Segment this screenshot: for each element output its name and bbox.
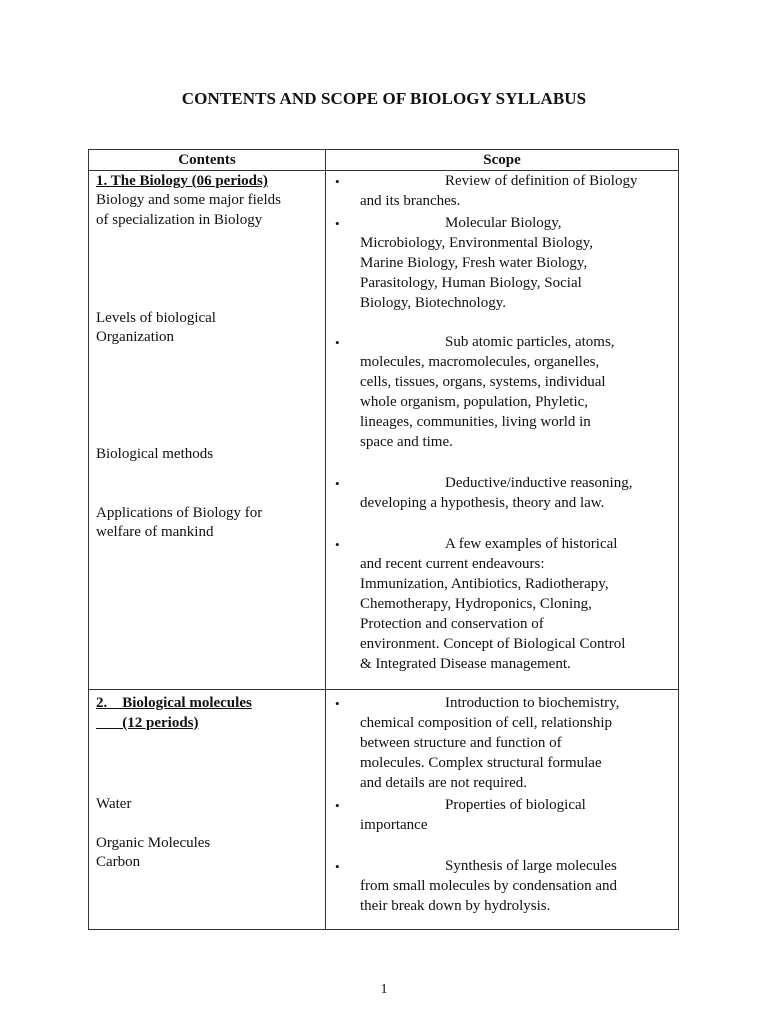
topic-applications-line-2: welfare of mankind (96, 524, 214, 540)
bullet: • (335, 798, 340, 813)
scope-1-5-line: A few examples of historical (445, 536, 618, 552)
scope-1-5-line: Chemotherapy, Hydroponics, Cloning, (360, 596, 592, 612)
topic-fields-line-1: Biology and some major fields (96, 192, 281, 208)
scope-1-2-line: Marine Biology, Fresh water Biology, (360, 255, 588, 271)
bullet: • (335, 476, 340, 491)
scope-1-3-line: lineages, communities, living world in (360, 414, 591, 430)
header-scope: Scope (483, 152, 521, 168)
scope-1-3-line: whole organism, population, Phyletic, (360, 394, 589, 410)
scope-2-3-line: their break down by hydrolysis. (360, 898, 551, 914)
scope-2-1-line: and details are not required. (360, 775, 528, 791)
scope-1-2-line: Microbiology, Environmental Biology, (360, 235, 594, 251)
scope-1-5-line: Protection and conservation of (360, 616, 544, 632)
scope-1-5-line: & Integrated Disease management. (360, 656, 571, 672)
scope-2-1-line: Introduction to biochemistry, (445, 695, 620, 711)
scope-2-2-line: importance (360, 817, 428, 833)
scope-2-3-line: from small molecules by condensation and (360, 878, 618, 894)
bullet: • (335, 696, 340, 711)
page-number: 1 (380, 982, 388, 997)
section-1-heading: 1. The Biology (06 periods) (96, 173, 268, 189)
scope-2-3-line: Synthesis of large molecules (445, 858, 617, 874)
topic-levels-line-1: Levels of biological (96, 310, 216, 326)
bullet: • (335, 216, 340, 231)
topic-methods: Biological methods (96, 446, 214, 462)
section-2-periods: (12 periods) (96, 715, 199, 731)
topic-applications-line-1: Applications of Biology for (96, 505, 263, 521)
scope-2-1-line: between structure and function of (360, 735, 562, 751)
scope-1-4-line: Deductive/inductive reasoning, (445, 475, 633, 491)
header-divider (89, 170, 678, 171)
scope-1-5-line: environment. Concept of Biological Control (360, 636, 626, 652)
column-divider (325, 150, 326, 929)
scope-1-5-line: Immunization, Antibiotics, Radiotherapy, (360, 576, 609, 592)
page-title: CONTENTS AND SCOPE OF BIOLOGY SYLLABUS (181, 89, 587, 108)
bullet: • (335, 335, 340, 350)
scope-1-2-line: Parasitology, Human Biology, Social (360, 275, 582, 291)
scope-1-1-line: and its branches. (360, 193, 461, 209)
scope-1-3-line: molecules, macromolecules, organelles, (360, 354, 600, 370)
scope-1-1-line: Review of definition of Biology (445, 173, 638, 189)
bullet: • (335, 859, 340, 874)
row-divider (89, 689, 678, 690)
bullet: • (335, 174, 340, 189)
topic-water: Water (96, 796, 132, 812)
scope-2-1-line: molecules. Complex structural formulae (360, 755, 602, 771)
topic-levels-line-2: Organization (96, 329, 175, 345)
topic-fields-line-2: of specialization in Biology (96, 212, 263, 228)
scope-2-2-line: Properties of biological (445, 797, 586, 813)
topic-organic-molecules: Organic Molecules (96, 835, 211, 851)
scope-1-5-line: and recent current endeavours: (360, 556, 545, 572)
bullet: • (335, 537, 340, 552)
scope-1-2-line: Biology, Biotechnology. (360, 295, 506, 311)
scope-1-3-line: Sub atomic particles, atoms, (445, 334, 615, 350)
scope-1-3-line: cells, tissues, organs, systems, individual (360, 374, 606, 390)
section-2-heading: 2. Biological molecules (96, 695, 252, 711)
scope-1-4-line: developing a hypothesis, theory and law. (360, 495, 605, 511)
scope-1-2-line: Molecular Biology, (445, 215, 562, 231)
topic-carbon: Carbon (96, 854, 141, 870)
scope-2-1-line: chemical composition of cell, relationship (360, 715, 613, 731)
header-contents: Contents (178, 152, 236, 168)
scope-1-3-line: space and time. (360, 434, 453, 450)
syllabus-table (88, 149, 679, 930)
